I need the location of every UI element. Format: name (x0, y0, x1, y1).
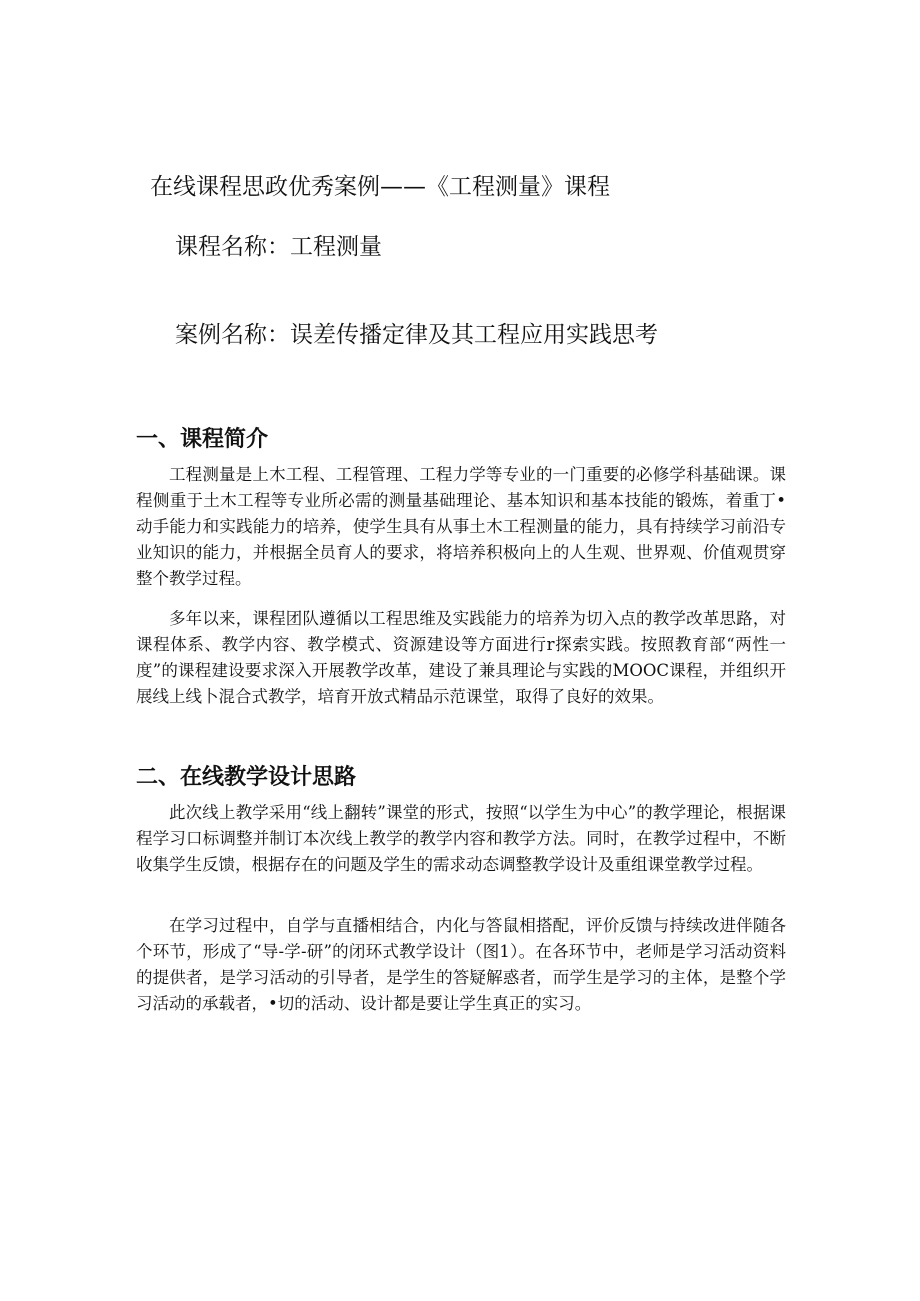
case-name-line: 案例名称：误差传播定律及其工程应用实践思考 (175, 322, 658, 348)
paragraph: 在学习过程中，自学与直播相结合，内化与答鼠相搭配，评价反馈与持续改进伴随各个环节，形成了“导-学-研”的闭环式教学设计（图1）。在各环节中，老师是学习活动资料的提供者，是学习活动的引导者，是学生的答疑解惑者，而学生是学习的主体，是整个学习活动的承载者，•切的活动、设计都是要让学生真正的实习。 (136, 916, 786, 1013)
course-name-line: 课程名称：工程测量 (175, 234, 382, 260)
section-heading-online-teaching-design: 二、在线教学设计思路 (136, 765, 357, 790)
section-heading-course-intro: 一、课程简介 (136, 427, 269, 452)
paragraph: 多年以来，课程团队遵循以工程思维及实践能力的培养为切入点的教学改革思路，对课程体系、教学内容、教学模式、资源建设等方面进行r探索实践。按照教育部“两性一度”的课程建设要求深入开展教学改革，建设了兼具理论与实践的MOOC课程，并组织开展线上线卜混合式教学，培育开放式精品示范课堂，取得了良好的效果。 (136, 609, 786, 706)
paragraph: 此次线上教学采用“线上翻转”课堂的形式，按照“以学生为中心”的教学理论，根据课程学习口标调整并制订本次线上教学的教学内容和教学方法。同时，在教学过程中，不断收集学生反馈，根据存在的问题及学生的需求动态调整教学设计及重组课堂教学过程。 (136, 803, 786, 874)
paragraph: 工程测量是上木工程、工程管理、工程力学等专业的一门重要的必修学科基础课。课程侧重于土木工程等专业所必需的测量基础理论、基本知识和基本技能的锻炼，着重丁•动手能力和实践能力的培养，使学生具有从事土木工程测量的能力，具有持续学习前沿专业知识的能力，并根据全员育人的要求，将培养积极向上的人生观、世界观、价值观贯穿整个教学过程。 (136, 465, 786, 588)
document-title: 在线课程思政优秀案例——《工程测量》课程 (150, 174, 610, 200)
